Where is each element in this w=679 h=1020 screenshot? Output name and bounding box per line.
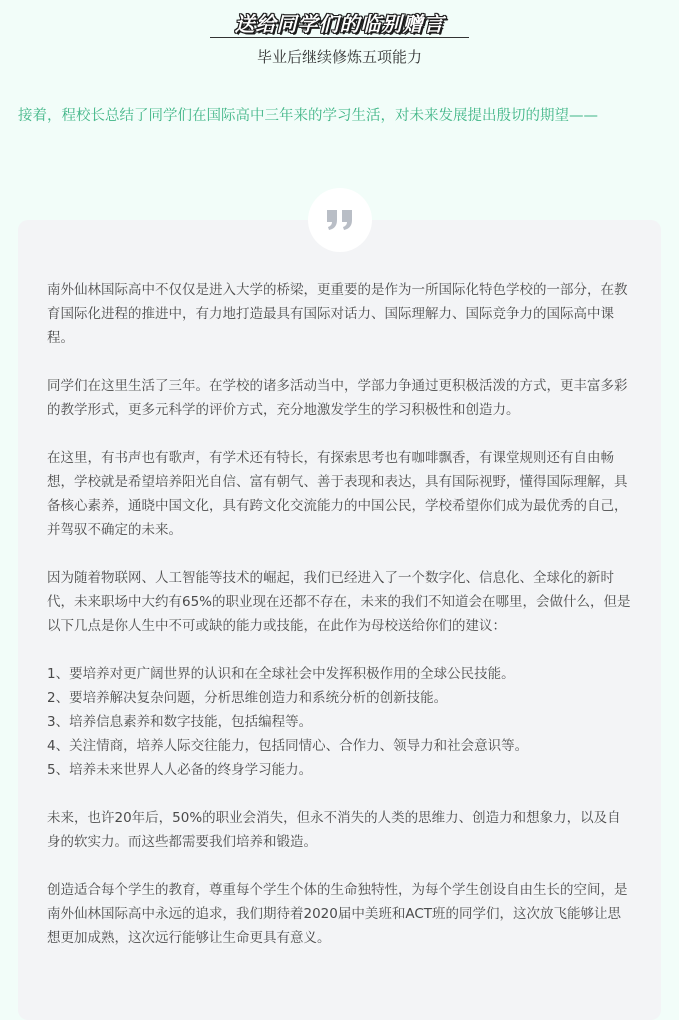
body-paragraph-5: 未来，也许20年后，50%的职业会消失，但永不消失的人类的思维力、创造力和想象力，以及自身的软实力。而这些都需要我们培养和锻造。	[47, 810, 621, 850]
card-body	[47, 278, 632, 974]
article-title: 送给同学们的临别赠言	[234, 12, 445, 36]
body-paragraph-2: 同学们在这里生活了三年。在学校的诸多活动当中，学部力争通过更积极活泼的方式，更丰富多彩的教学形式，更多元科学的评价方式，充分地激发学生的学习积极性和创造力。	[47, 378, 628, 418]
list-item-2: 2、要培养解决复杂问题，分析思维创造力和系统分析的创新技能。	[47, 690, 448, 706]
list-item-1: 1、要培养对更广阔世界的认识和在全球社会中发挥积极作用的全球公民技能。	[47, 666, 515, 682]
article-subtitle: 毕业后继续修炼五项能力	[256, 48, 422, 66]
body-paragraph-1: 南外仙林国际高中不仅仅是进入大学的桥梁，更重要的是作为一所国际化特色学校的一部分，在教育国际化进程的推进中，有力地打造最具有国际对话力、国际理解力、国际竞争力的国际高中课程。	[47, 282, 628, 346]
quote-mark-icon	[325, 208, 355, 232]
body-paragraph-3: 在这里，有书声也有歌声，有学术还有特长，有探索思考也有咖啡飘香，有课堂规则还有自由畅想，学校就是希望培养阳光自信、富有朝气、善于表现和表达，具有国际视野，懂得国际理解，具备核心素养，通晓中国文化，具有跨文化交流能力的中国公民，学校希望你们成为最优秀的自己，并驾驭不确定的未来。	[47, 450, 628, 538]
body-paragraph-4: 因为随着物联网、人工智能等技术的崛起，我们已经进入了一个数字化、信息化、全球化的新时代，未来职场中大约有65%的职业现在还都不存在，未来的我们不知道会在哪里，会做什么，但是以下几点是你人生中不可或缺的能力或技能，在此作为母校送给你们的建议：	[47, 570, 631, 634]
title-underline	[210, 37, 469, 38]
list-item-4: 4、关注情商，培养人际交往能力，包括同情心、合作力、领导力和社会意识等。	[47, 738, 529, 754]
list-item-5: 5、培养未来世界人人必备的终身学习能力。	[47, 762, 313, 778]
intro-paragraph: 接着，程校长总结了同学们在国际高中三年来的学习生活，对未来发展提出殷切的期望——	[18, 108, 598, 124]
list-item-3: 3、培养信息素养和数字技能，包括编程等。	[47, 714, 313, 730]
quote-badge	[308, 188, 372, 252]
body-paragraph-6: 创造适合每个学生的教育，尊重每个学生个体的生命独特性，为每个学生创设自由生长的空间，是南外仙林国际高中永远的追求，我们期待着2020届中美班和ACT班的同学们，这次放飞能够让思想更加成熟，这次远行能够让生命更具有意义。	[47, 882, 628, 946]
